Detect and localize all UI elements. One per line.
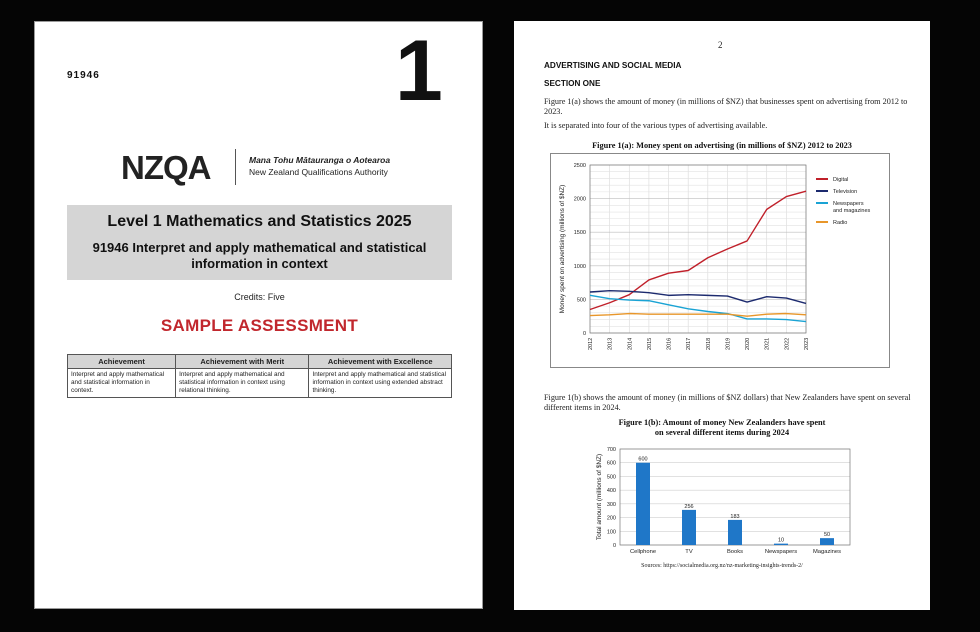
table-header: Achievement xyxy=(68,355,176,369)
x-tick-label: 2021 xyxy=(764,337,771,350)
data-label: 256 xyxy=(684,503,694,510)
nzqa-logo xyxy=(121,147,233,189)
table-row xyxy=(68,369,452,398)
y-tick-label: 600 xyxy=(606,460,616,467)
x-tick-label: 2022 xyxy=(784,337,791,350)
line-chart xyxy=(550,153,890,368)
y-tick-label: 0 xyxy=(612,543,616,549)
level-number: 1 xyxy=(395,23,443,119)
assessment-title: Level 1 Mathematics and Statistics 2025 xyxy=(107,213,412,230)
intro-paragraph-2: It is separated into four of the various types of advertising available. xyxy=(544,121,768,130)
y-tick-label: 1500 xyxy=(573,230,586,237)
x-tick-label: 2016 xyxy=(666,337,673,350)
bar xyxy=(682,510,696,545)
y-tick-label: 2000 xyxy=(573,196,586,203)
x-tick-label: 2017 xyxy=(686,337,693,350)
section-heading: SECTION ONE xyxy=(544,79,601,88)
x-tick-label: Books xyxy=(726,549,744,555)
bar xyxy=(774,544,788,545)
y-tick-label: 500 xyxy=(606,474,616,481)
data-label: 183 xyxy=(730,513,740,520)
figure-1b-title-line-2: on several different items during 2024 xyxy=(654,428,790,437)
x-tick-label: 2012 xyxy=(588,337,594,350)
data-label: 50 xyxy=(823,532,831,539)
table-header-row xyxy=(68,355,452,369)
y-tick-label: 1000 xyxy=(573,263,586,270)
y-tick-label: 2500 xyxy=(573,163,586,169)
data-label: 600 xyxy=(638,456,648,463)
bar-chart xyxy=(592,441,862,559)
x-tick-label: 2023 xyxy=(804,337,810,350)
achievement-table xyxy=(67,354,452,398)
logo-text: NZQA xyxy=(121,149,211,186)
page-number: 2 xyxy=(718,40,723,50)
y-tick-label: 400 xyxy=(606,488,616,495)
y-axis-label: Total amount (millions of $NZ) xyxy=(596,453,603,541)
y-tick-label: 700 xyxy=(606,447,616,453)
y-tick-label: 200 xyxy=(606,515,616,522)
maori-name: Mana Tohu Mātauranga o Aotearoa xyxy=(249,155,391,165)
x-tick-label: Newspapers xyxy=(764,549,798,555)
assessment-subtitle: 91946 Interpret and apply mathematical and statistical information in context xyxy=(92,240,427,271)
bar xyxy=(636,463,650,545)
figure-1b-title-line-1: Figure 1(b): Amount of money New Zealanders have spent xyxy=(618,418,826,427)
data-label: 10 xyxy=(777,537,785,544)
chart-frame xyxy=(551,154,890,368)
x-tick-label: 2019 xyxy=(725,337,732,350)
bar xyxy=(728,520,742,545)
intro-paragraph-1: Figure 1(a) shows the amount of money (in millions of $NZ) that businesses spent on advertising from 2012 to 2023. xyxy=(544,97,908,116)
y-tick-label: 0 xyxy=(582,331,586,337)
y-axis-label: Money spent on advertising (millions of $NZ) xyxy=(559,184,566,314)
figure-1a-title: Figure 1(a): Money spent on advertising (in millions of $NZ) 2012 to 2023 xyxy=(592,141,852,150)
x-tick-label: 2015 xyxy=(646,337,653,350)
table-header: Achievement with Merit xyxy=(176,355,309,369)
page-heading: ADVERTISING AND SOCIAL MEDIA xyxy=(544,61,682,70)
title-band xyxy=(67,205,452,280)
legend-label: Television xyxy=(833,189,858,195)
legend-label: Radio xyxy=(833,220,848,226)
legend-label: Newspapers xyxy=(833,201,864,207)
intro-paragraph-3: Figure 1(b) shows the amount of money (in millions of $NZ dollars) that New Zealanders have spent on several different items in 2024. xyxy=(544,393,911,412)
x-tick-label: TV xyxy=(685,549,693,555)
standard-code: 91946 xyxy=(67,70,100,81)
x-tick-label: Cellphone xyxy=(629,549,657,555)
legend-label: Digital xyxy=(833,177,849,183)
table-header: Achievement with Excellence xyxy=(309,355,452,369)
y-tick-label: 300 xyxy=(606,501,616,508)
question-page xyxy=(514,21,930,610)
y-tick-label: 100 xyxy=(606,529,616,536)
bar xyxy=(820,538,834,545)
logo-divider xyxy=(235,149,236,185)
x-tick-label: 2018 xyxy=(705,337,712,350)
source-citation: Sources: https://socialmedia.org.nz/nz-marketing-insights-trends-2/ xyxy=(641,563,803,569)
table-cell: Interpret and apply mathematical and statistical information in context. xyxy=(68,369,176,398)
nzqa-logo-mark xyxy=(121,147,233,189)
credits: Credits: Five xyxy=(234,292,285,302)
x-tick-label: 2013 xyxy=(607,337,614,350)
y-tick-label: 500 xyxy=(576,297,586,304)
x-tick-label: 2020 xyxy=(745,337,752,350)
legend-label: and magazines xyxy=(833,208,871,214)
x-tick-label: 2014 xyxy=(627,337,634,350)
cover-page xyxy=(34,21,483,609)
table-cell: Interpret and apply mathematical and statistical information in context using relational thinking. xyxy=(176,369,309,398)
sample-assessment-label: SAMPLE ASSESSMENT xyxy=(160,316,359,335)
english-name: New Zealand Qualifications Authority xyxy=(249,167,388,177)
table-cell: Interpret and apply mathematical and statistical information in context using extended abstract thinking. xyxy=(309,369,452,398)
x-tick-label: Magazines xyxy=(812,549,842,555)
